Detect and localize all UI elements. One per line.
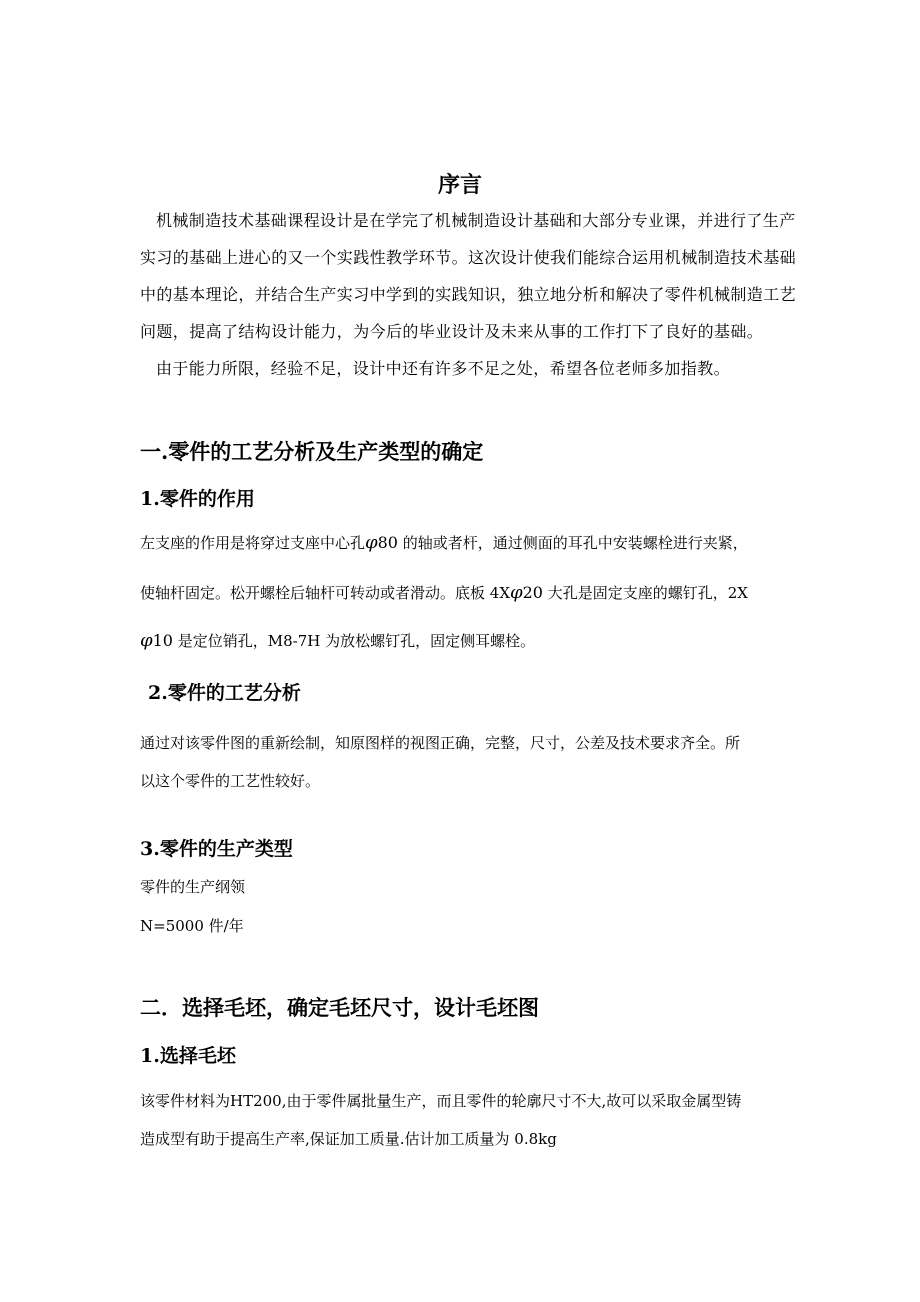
dimension-value: 20: [522, 583, 543, 602]
preface-paragraph-1: [140, 202, 797, 350]
paragraph-line: 该零件材料为HT200,由于零件属批量生产，而且零件的轮廓尺寸不大,故可以采取金属型铸: [140, 1092, 742, 1110]
section-2-heading: 二．选择毛坯，确定毛坯尺寸，设计毛坯图: [140, 995, 539, 1020]
text-run: 的轴或者杆，通过侧面的耳孔中安装螺栓进行夹紧，: [397, 534, 748, 552]
preface-line: 问题，提高了结构设计能力，为今后的毕业设计及未来从事的工作打下了良好的基础。: [140, 322, 764, 341]
preface-line: 由于能力所限，经验不足，设计中还有许多不足之处，希望各位老师多加指教。: [156, 359, 731, 378]
section-2-1-heading: 1.选择毛坯: [140, 1045, 236, 1067]
section-1-3-heading: 3.零件的生产类型: [140, 838, 293, 860]
text-run: 左支座的作用是将穿过支座中心孔: [140, 534, 366, 552]
production-program-label: 零件的生产纲领: [140, 878, 246, 896]
preface-line: 中的基本理论，并结合生产实习中学到的实践知识，独立地分析和解决了零件机械制造工艺: [140, 285, 797, 304]
preface-paragraph-2: [140, 350, 790, 387]
diameter-symbol: φ: [510, 582, 523, 603]
text-run: 使轴杆固定。松开螺栓后轴杆可转动或者滑动。底板 4X: [140, 584, 510, 602]
part-function-line-1: [140, 534, 790, 552]
text-run: 大孔是固定支座的螺钉孔，2X: [542, 584, 748, 602]
preface-title: 序言: [437, 173, 482, 198]
text-run: 是定位销孔，M8-7H 为放松螺钉孔，固定侧耳螺栓。: [172, 632, 536, 650]
section-1-2-heading: 2.零件的工艺分析: [148, 682, 301, 704]
preface-line: 机械制造技术基础课程设计是在学完了机械制造设计基础和大部分专业课，并进行了生产: [156, 211, 796, 230]
paragraph-line: 造成型有助于提高生产率,保证加工质量.估计加工质量为 0.8kg: [140, 1130, 557, 1148]
diameter-symbol: φ: [365, 532, 378, 553]
part-function-line-2: [140, 584, 790, 602]
dimension-value: 10: [152, 631, 173, 650]
section-1-1-heading: 1.零件的作用: [140, 488, 255, 510]
paragraph-line: 通过对该零件图的重新绘制，知原图样的视图正确，完整，尺寸，公差及技术要求齐全。所: [140, 734, 741, 752]
section-1-heading: 一.零件的工艺分析及生产类型的确定: [140, 439, 484, 464]
diameter-symbol: φ: [140, 630, 153, 651]
paragraph-line: 以这个零件的工艺性较好。: [140, 772, 321, 790]
preface-line: 实习的基础上进心的又一个实践性教学环节。这次设计使我们能综合运用机械制造技术基础: [140, 248, 797, 267]
process-analysis-paragraph: [140, 724, 790, 800]
blank-selection-paragraph: [140, 1082, 790, 1158]
part-function-line-3: [140, 632, 790, 650]
production-quantity: N=5000 件/年: [140, 917, 244, 935]
dimension-value: 80: [377, 533, 398, 552]
